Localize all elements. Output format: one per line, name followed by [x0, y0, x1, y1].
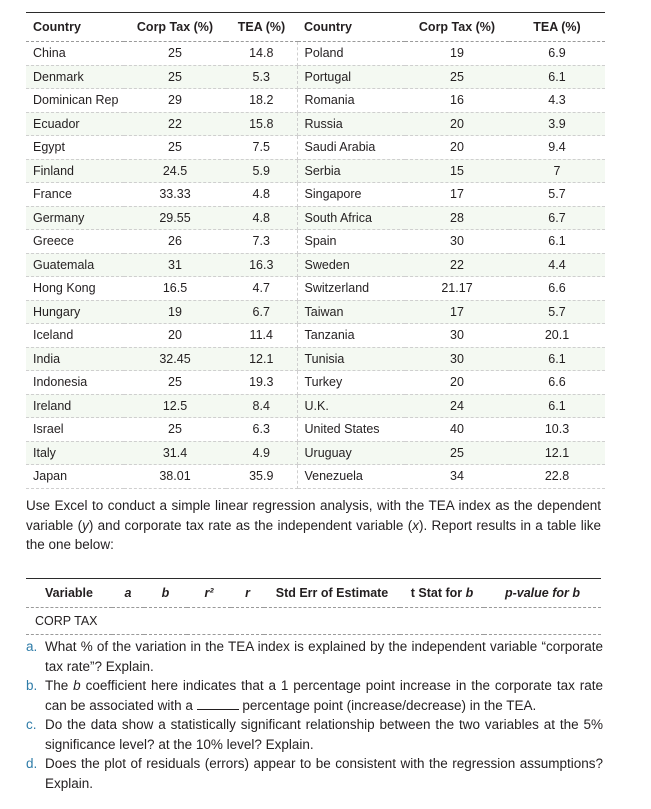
intro-var-x: x [412, 517, 419, 533]
regression-results-table [26, 578, 601, 635]
cell-tea-right: 5.7 [509, 300, 605, 324]
cell-tea-right: 9.4 [509, 136, 605, 160]
cell-country-right: Turkey [297, 371, 405, 395]
cell-tea-right: 6.1 [509, 347, 605, 371]
cell-tea-right: 6.9 [509, 42, 605, 66]
cell-tea-right: 5.7 [509, 183, 605, 207]
cell-tea-right: 10.3 [509, 418, 605, 442]
cell-tea-left: 35.9 [226, 465, 297, 489]
cell-corp-tax-right: 20 [405, 112, 509, 136]
cell-country-left: Dominican Rep [26, 89, 124, 113]
cell-country-right: South Africa [297, 206, 405, 230]
cell-country-left: Iceland [26, 324, 124, 348]
question-b-mid: coefficient here indicates that a 1 percentage point increase in the corporate tax rate can be associated with a [45, 678, 603, 713]
cell-corp-tax-right: 20 [405, 371, 509, 395]
cell-tea-right: 6.1 [509, 394, 605, 418]
results-header-variable: Variable [26, 579, 112, 608]
cell-tea-left: 6.7 [226, 300, 297, 324]
cell-country-right: Sweden [297, 253, 405, 277]
cell-corp-tax-right: 21.17 [405, 277, 509, 301]
question-c-text: Do the data show a statistically significant relationship between the two variables at the 5% significance level? at the 10% level? Explain. [45, 717, 603, 752]
cell-tea-left: 7.5 [226, 136, 297, 160]
cell-corp-tax-left: 24.5 [124, 159, 226, 183]
header-country-right: Country [297, 13, 405, 42]
cell-corp-tax-left: 25 [124, 42, 226, 66]
header-corp-tax-left: Corp Tax (%) [124, 13, 226, 42]
question-list [26, 637, 603, 793]
results-header-row [26, 579, 601, 608]
cell-corp-tax-left: 22 [124, 112, 226, 136]
results-cell-t-stat [400, 608, 484, 635]
results-header-r: r [231, 579, 264, 608]
cell-corp-tax-right: 17 [405, 183, 509, 207]
cell-tea-right: 3.9 [509, 112, 605, 136]
cell-corp-tax-left: 29.55 [124, 206, 226, 230]
question-a [26, 637, 603, 676]
cell-country-left: Italy [26, 441, 124, 465]
cell-tea-left: 4.9 [226, 441, 297, 465]
cell-tea-left: 8.4 [226, 394, 297, 418]
t-stat-var: b [465, 586, 474, 600]
cell-country-right: Poland [297, 42, 405, 66]
data-table-body [26, 42, 605, 489]
question-c-letter: c. [26, 717, 37, 732]
cell-corp-tax-right: 20 [405, 136, 509, 160]
cell-tea-left: 19.3 [226, 371, 297, 395]
cell-tea-left: 12.1 [226, 347, 297, 371]
cell-country-left: India [26, 347, 124, 371]
cell-tea-right: 12.1 [509, 441, 605, 465]
cell-tea-left: 14.8 [226, 42, 297, 66]
results-header-b: b [144, 579, 187, 608]
cell-country-right: Tunisia [297, 347, 405, 371]
cell-corp-tax-left: 25 [124, 136, 226, 160]
cell-corp-tax-right: 15 [405, 159, 509, 183]
cell-country-left: Hong Kong [26, 277, 124, 301]
cell-corp-tax-left: 29 [124, 89, 226, 113]
results-cell-p-value [484, 608, 601, 635]
table-row [26, 112, 605, 136]
intro-part-2: ) and corporate tax rate as the independent variable ( [88, 517, 413, 533]
cell-country-right: Singapore [297, 183, 405, 207]
question-d [26, 754, 603, 793]
results-row-corp-tax [26, 608, 601, 635]
cell-tea-right: 6.1 [509, 230, 605, 254]
question-b-pre: The [45, 678, 74, 693]
cell-country-left: Guatemala [26, 253, 124, 277]
cell-country-left: Israel [26, 418, 124, 442]
cell-tea-right: 6.6 [509, 277, 605, 301]
results-cell-r2 [187, 608, 231, 635]
table-row [26, 183, 605, 207]
cell-country-right: Saudi Arabia [297, 136, 405, 160]
cell-corp-tax-right: 16 [405, 89, 509, 113]
cell-country-left: France [26, 183, 124, 207]
cell-tea-left: 11.4 [226, 324, 297, 348]
cell-corp-tax-left: 19 [124, 300, 226, 324]
cell-corp-tax-left: 25 [124, 65, 226, 89]
question-d-letter: d. [26, 756, 38, 771]
cell-corp-tax-right: 17 [405, 300, 509, 324]
intro-var-y: y [82, 517, 89, 533]
cell-country-right: Portugal [297, 65, 405, 89]
table-row [26, 230, 605, 254]
cell-tea-right: 6.7 [509, 206, 605, 230]
table-row [26, 136, 605, 160]
cell-corp-tax-left: 38.01 [124, 465, 226, 489]
cell-tea-right: 6.1 [509, 65, 605, 89]
cell-country-left: Denmark [26, 65, 124, 89]
cell-country-right: Switzerland [297, 277, 405, 301]
cell-corp-tax-left: 31 [124, 253, 226, 277]
cell-corp-tax-left: 32.45 [124, 347, 226, 371]
question-c [26, 715, 603, 754]
cell-country-right: Russia [297, 112, 405, 136]
cell-corp-tax-right: 25 [405, 65, 509, 89]
question-a-text: What % of the variation in the TEA index is explained by the independent variable “corporate tax rate”? Explain. [45, 639, 603, 674]
cell-corp-tax-right: 30 [405, 347, 509, 371]
intro-part-3: ). Report results in a table like the one below: [26, 517, 601, 552]
table-row [26, 89, 605, 113]
cell-country-right: Spain [297, 230, 405, 254]
p-value-prefix: p-value for [504, 586, 573, 600]
cell-corp-tax-left: 16.5 [124, 277, 226, 301]
cell-corp-tax-right: 30 [405, 324, 509, 348]
cell-country-right: Romania [297, 89, 405, 113]
cell-corp-tax-right: 28 [405, 206, 509, 230]
table-row [26, 347, 605, 371]
table-row [26, 159, 605, 183]
results-cell-std-err [264, 608, 400, 635]
data-table-header [26, 13, 605, 42]
cell-tea-left: 5.9 [226, 159, 297, 183]
cell-tea-right: 6.6 [509, 371, 605, 395]
table-row [26, 394, 605, 418]
question-a-letter: a. [26, 639, 38, 654]
cell-tea-left: 18.2 [226, 89, 297, 113]
cell-tea-right: 4.4 [509, 253, 605, 277]
table-row [26, 206, 605, 230]
table-row [26, 441, 605, 465]
question-b-var: b [73, 678, 81, 693]
cell-country-left: Indonesia [26, 371, 124, 395]
table-row [26, 300, 605, 324]
cell-country-left: Egypt [26, 136, 124, 160]
p-value-var: b [572, 586, 580, 600]
cell-country-left: China [26, 42, 124, 66]
cell-country-left: Ireland [26, 394, 124, 418]
table-row [26, 42, 605, 66]
table-row [26, 371, 605, 395]
cell-tea-left: 5.3 [226, 65, 297, 89]
cell-country-left: Germany [26, 206, 124, 230]
cell-corp-tax-right: 24 [405, 394, 509, 418]
t-stat-prefix: t Stat for [410, 586, 466, 600]
cell-country-left: Hungary [26, 300, 124, 324]
table-row [26, 277, 605, 301]
instructions-paragraph [26, 496, 601, 555]
cell-country-left: Ecuador [26, 112, 124, 136]
cell-corp-tax-right: 40 [405, 418, 509, 442]
cell-country-left: Japan [26, 465, 124, 489]
table-row [26, 418, 605, 442]
cell-tea-left: 7.3 [226, 230, 297, 254]
cell-country-left: Finland [26, 159, 124, 183]
cell-tea-left: 6.3 [226, 418, 297, 442]
cell-tea-left: 4.8 [226, 183, 297, 207]
table-row [26, 465, 605, 489]
header-corp-tax-right: Corp Tax (%) [405, 13, 509, 42]
cell-corp-tax-left: 25 [124, 418, 226, 442]
results-header-p-value [484, 579, 601, 608]
cell-tea-left: 4.8 [226, 206, 297, 230]
question-d-text: Does the plot of residuals (errors) appear to be consistent with the regression assumptions? Explain. [45, 756, 603, 791]
cell-country-left: Greece [26, 230, 124, 254]
question-b-post: percentage point (increase/decrease) in the TEA. [238, 697, 537, 713]
cell-corp-tax-left: 31.4 [124, 441, 226, 465]
cell-corp-tax-left: 25 [124, 371, 226, 395]
table-row [26, 253, 605, 277]
cell-corp-tax-right: 19 [405, 42, 509, 66]
header-tea-left: TEA (%) [226, 13, 297, 42]
cell-corp-tax-left: 12.5 [124, 394, 226, 418]
results-header-r2: r² [187, 579, 231, 608]
cell-tea-left: 16.3 [226, 253, 297, 277]
header-tea-right: TEA (%) [509, 13, 605, 42]
cell-tea-right: 4.3 [509, 89, 605, 113]
cell-country-right: United States [297, 418, 405, 442]
table-row [26, 65, 605, 89]
cell-country-right: U.K. [297, 394, 405, 418]
cell-corp-tax-left: 33.33 [124, 183, 226, 207]
intro-part-1: Use Excel to conduct a simple linear regression analysis, with the TEA index as the dependent variable ( [26, 498, 601, 533]
header-country-left: Country [26, 13, 124, 42]
cell-tea-left: 4.7 [226, 277, 297, 301]
cell-country-right: Tanzania [297, 324, 405, 348]
results-cell-a [112, 608, 144, 635]
cell-corp-tax-right: 22 [405, 253, 509, 277]
cell-corp-tax-right: 30 [405, 230, 509, 254]
results-cell-b [144, 608, 187, 635]
cell-country-right: Uruguay [297, 441, 405, 465]
country-tax-tea-table [26, 12, 605, 489]
results-cell-r [231, 608, 264, 635]
question-b-letter: b. [26, 678, 38, 693]
cell-country-right: Venezuela [297, 465, 405, 489]
results-header-t-stat [400, 579, 484, 608]
cell-tea-right: 22.8 [509, 465, 605, 489]
cell-corp-tax-right: 25 [405, 441, 509, 465]
question-b [26, 676, 603, 715]
results-header-std-err: Std Err of Estimate [264, 579, 400, 608]
cell-tea-right: 20.1 [509, 324, 605, 348]
cell-tea-left: 15.8 [226, 112, 297, 136]
cell-tea-right: 7 [509, 159, 605, 183]
cell-corp-tax-right: 34 [405, 465, 509, 489]
results-header-a: a [112, 579, 144, 608]
cell-corp-tax-left: 20 [124, 324, 226, 348]
table-row [26, 324, 605, 348]
cell-country-right: Serbia [297, 159, 405, 183]
cell-country-right: Taiwan [297, 300, 405, 324]
answer-blank[interactable] [197, 696, 239, 710]
cell-corp-tax-left: 26 [124, 230, 226, 254]
results-row-label: CORP TAX [35, 614, 98, 628]
